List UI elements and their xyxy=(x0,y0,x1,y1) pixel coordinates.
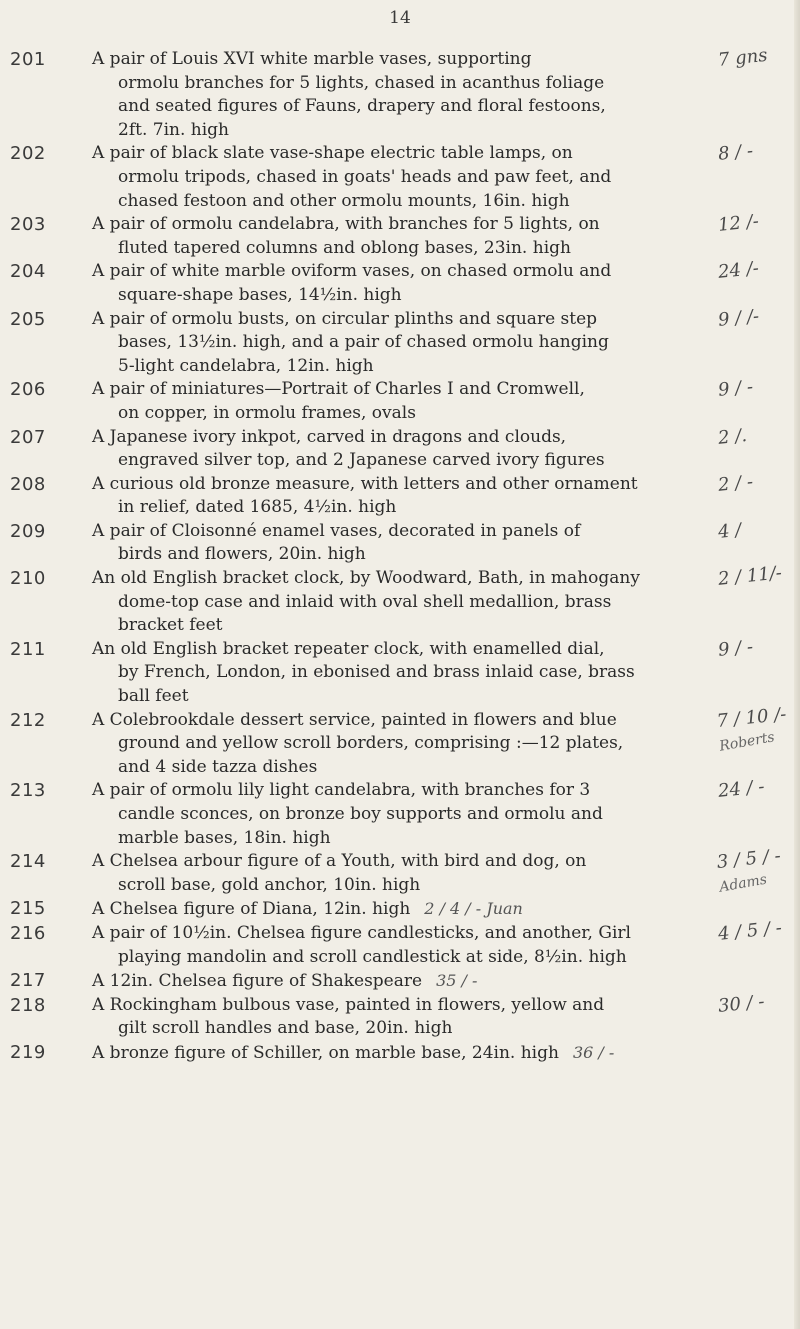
lot-description-line: 5-light candelabra, 12in. high xyxy=(118,355,374,376)
lot-description xyxy=(92,567,718,638)
handwritten-price xyxy=(715,703,788,757)
lot-description xyxy=(92,638,718,709)
lot-description-line: A pair of Louis XVI white marble vases, supporting xyxy=(92,49,532,69)
lot-description xyxy=(92,850,718,897)
lot-number: 213 xyxy=(10,780,46,802)
lot-description-line: birds and flowers, 20in. high xyxy=(118,544,366,565)
lot-description-line: and 4 side tazza dishes xyxy=(118,756,318,777)
lot-description-line: A pair of miniatures—Portrait of Charles I and Cromwell, xyxy=(92,379,585,400)
lot-description-line: ground and yellow scroll borders, comprising :—12 plates, xyxy=(118,733,624,754)
handwritten-price xyxy=(717,515,775,544)
lot-description xyxy=(92,779,718,850)
price-text: 9 / - xyxy=(717,636,755,661)
lot-number: 205 xyxy=(10,308,46,330)
lot-number: 211 xyxy=(10,638,46,660)
lot-description xyxy=(92,213,718,260)
lot-description-line: A pair of ormolu lily light candelabra, with branches for 3 xyxy=(92,780,591,801)
lot-description-line: ormolu tripods, chased in goats' heads and paw feet, and xyxy=(118,166,612,187)
lot-description xyxy=(92,426,718,473)
lot-entry xyxy=(0,473,800,520)
lot-list xyxy=(0,44,800,1066)
handwritten-note: 35 / - xyxy=(436,971,478,991)
lot-description-line: bases, 13½in. high, and a pair of chased ormolu hanging xyxy=(118,332,609,353)
handwritten-price xyxy=(717,562,783,591)
handwritten-price xyxy=(717,421,775,450)
page-number: 14 xyxy=(389,8,411,28)
price-text: 8 / - xyxy=(717,140,755,166)
lot-description-line: on copper, in ormolu frames, ovals xyxy=(118,402,416,423)
lot-description xyxy=(92,308,718,379)
lot-description xyxy=(92,48,718,142)
handwritten-price xyxy=(717,633,775,662)
lot-description-line: A Chelsea arbour figure of a Youth, with bird and dog, on xyxy=(92,851,587,872)
handwritten-price xyxy=(717,255,775,284)
handwritten-price xyxy=(717,43,775,72)
lot-description-line: A 12in. Chelsea figure of Shakespeare xyxy=(92,971,423,992)
price-text: 24 / - xyxy=(717,776,766,803)
lot-description-line: A pair of white marble oviform vases, on chased ormolu and xyxy=(92,261,612,282)
handwritten-price xyxy=(717,303,775,332)
price-text: 30 / - xyxy=(717,990,766,1017)
lot-description-line: candle sconces, on bronze boy supports and ormolu and xyxy=(118,804,603,824)
lot-description-line: A pair of black slate vase-shape electric table lamps, on xyxy=(92,143,573,164)
lot-entry xyxy=(0,378,800,425)
handwritten-price xyxy=(715,845,782,898)
price-text: 9 / - xyxy=(717,376,755,402)
lot-entry xyxy=(0,969,800,994)
lot-entry xyxy=(0,520,800,567)
lot-description-line: chased festoon and other ormolu mounts, 16in. high xyxy=(118,190,570,211)
buyer-name: Adams xyxy=(718,871,769,896)
lot-description-line: An old English bracket repeater clock, with enamelled dial, xyxy=(92,638,605,659)
lot-description-line: A Japanese ivory inkpot, carved in dragons and clouds, xyxy=(92,426,567,447)
lot-description xyxy=(92,709,718,780)
lot-entry xyxy=(0,1041,800,1066)
lot-entry xyxy=(0,845,800,897)
lot-description-line: A pair of 10½in. Chelsea figure candlesticks, and another, Girl xyxy=(92,922,631,943)
lot-number: 218 xyxy=(10,994,46,1016)
lot-entry xyxy=(0,703,800,780)
lot-description-line: square-shape bases, 14½in. high xyxy=(118,284,402,305)
lot-number: 203 xyxy=(10,214,46,236)
lot-description xyxy=(92,378,718,425)
lot-description-line: dome-top case and inlaid with oval shell medallion, brass xyxy=(118,591,612,612)
lot-number: 206 xyxy=(10,379,46,401)
price-text: 4 / xyxy=(717,519,743,543)
lot-number: 216 xyxy=(10,922,46,944)
lot-number: 219 xyxy=(10,1041,46,1063)
lot-description-line: An old English bracket clock, by Woodward, Bath, in mahogany xyxy=(92,568,640,589)
lot-description-line: bracket feet xyxy=(118,615,223,636)
lot-description-line: engraved silver top, and 2 Japanese carved ivory figures xyxy=(118,450,605,471)
lot-description-line: ball feet xyxy=(118,686,189,707)
lot-description xyxy=(92,994,718,1041)
price-text: 9 / /- xyxy=(717,305,761,331)
price-text: 2 /. xyxy=(717,424,749,449)
price-text: 12 /- xyxy=(717,210,760,237)
lot-description xyxy=(92,1041,718,1066)
lot-description-line: by French, London, in ebonised and brass inlaid case, brass xyxy=(118,662,635,683)
price-text: 3 / 5 / - xyxy=(715,845,782,874)
lot-description xyxy=(92,142,718,213)
handwritten-price xyxy=(717,989,775,1018)
lot-description-line: A bronze figure of Schiller, on marble base, 24in. high xyxy=(92,1042,559,1063)
lot-number: 201 xyxy=(10,49,46,70)
price-text: 2 / 11/- xyxy=(717,562,783,590)
price-text: 4 / 5 / - xyxy=(717,917,783,945)
handwritten-price xyxy=(717,373,775,402)
lot-description-line: and seated figures of Fauns, drapery and floral festoons, xyxy=(118,96,606,117)
lot-description xyxy=(92,473,718,520)
lot-number: 212 xyxy=(10,709,46,731)
lot-description-line: A Chelsea figure of Diana, 12in. high xyxy=(92,899,411,920)
lot-description-line: marble bases, 18in. high xyxy=(118,827,331,848)
lot-description-line: scroll base, gold anchor, 10in. high xyxy=(118,874,421,895)
lot-entry xyxy=(0,917,800,969)
lot-number: 204 xyxy=(10,261,46,283)
handwritten-price xyxy=(717,775,775,804)
handwritten-price xyxy=(717,917,783,946)
lot-description-line: ormolu branches for 5 lights, chased in acanthus foliage xyxy=(118,72,605,93)
lot-description xyxy=(92,520,718,567)
lot-description-line: gilt scroll handles and base, 20in. high xyxy=(118,1018,453,1039)
lot-entry xyxy=(0,638,800,709)
lot-number: 217 xyxy=(10,970,46,992)
handwritten-price xyxy=(717,468,775,497)
lot-description xyxy=(92,897,718,922)
lot-description-line: A Rockingham bulbous vase, painted in flowers, yellow and xyxy=(92,994,605,1015)
lot-entry xyxy=(0,210,800,260)
price-text: 7 gns xyxy=(717,44,769,71)
lot-description-line: in relief, dated 1685, 4½in. high xyxy=(118,497,397,518)
lot-number: 207 xyxy=(10,426,46,448)
lot-description xyxy=(92,922,718,969)
lot-number: 215 xyxy=(10,898,46,920)
lot-description-line: A curious old bronze measure, with letters and other ornament xyxy=(92,473,638,494)
lot-entry xyxy=(0,44,800,142)
lot-number: 210 xyxy=(10,568,46,590)
buyer-name: Roberts xyxy=(718,728,776,754)
lot-entry xyxy=(0,776,800,850)
lot-description-line: fluted tapered columns and oblong bases, 23in. high xyxy=(118,237,571,258)
lot-description-line: A pair of Cloisonné enamel vases, decorated in panels of xyxy=(92,520,581,541)
lot-number: 208 xyxy=(10,473,46,495)
lot-entry xyxy=(0,562,800,638)
lot-description-line: A pair of ormolu busts, on circular plinths and square step xyxy=(92,308,598,329)
lot-entry xyxy=(0,142,800,213)
lot-description-line: 2ft. 7in. high xyxy=(118,119,229,140)
lot-description-line: playing mandolin and scroll candlestick at side, 8½in. high xyxy=(118,946,627,967)
lot-entry xyxy=(0,897,800,922)
lot-description-line: A pair of ormolu candelabra, with branches for 5 lights, on xyxy=(92,214,600,235)
lot-number: 209 xyxy=(10,520,46,542)
handwritten-price xyxy=(717,138,775,167)
price-text: 24 /- xyxy=(717,258,760,284)
lot-entry xyxy=(0,305,800,379)
scan-edge xyxy=(794,0,800,1329)
lot-number: 202 xyxy=(10,143,46,165)
lot-entry xyxy=(0,990,800,1041)
lot-entry xyxy=(0,426,800,473)
lot-entry xyxy=(0,260,800,307)
price-text: 2 / - xyxy=(717,471,755,496)
price-text: 7 / 10 /- xyxy=(715,703,788,732)
lot-description xyxy=(92,260,718,307)
handwritten-price xyxy=(717,208,775,237)
lot-description-line: A Colebrookdale dessert service, painted in flowers and blue xyxy=(92,709,617,730)
lot-number: 214 xyxy=(10,851,46,873)
handwritten-note: 2 / 4 / - Juan xyxy=(424,899,523,919)
handwritten-note: 36 / - xyxy=(572,1042,615,1062)
lot-description xyxy=(92,969,718,994)
